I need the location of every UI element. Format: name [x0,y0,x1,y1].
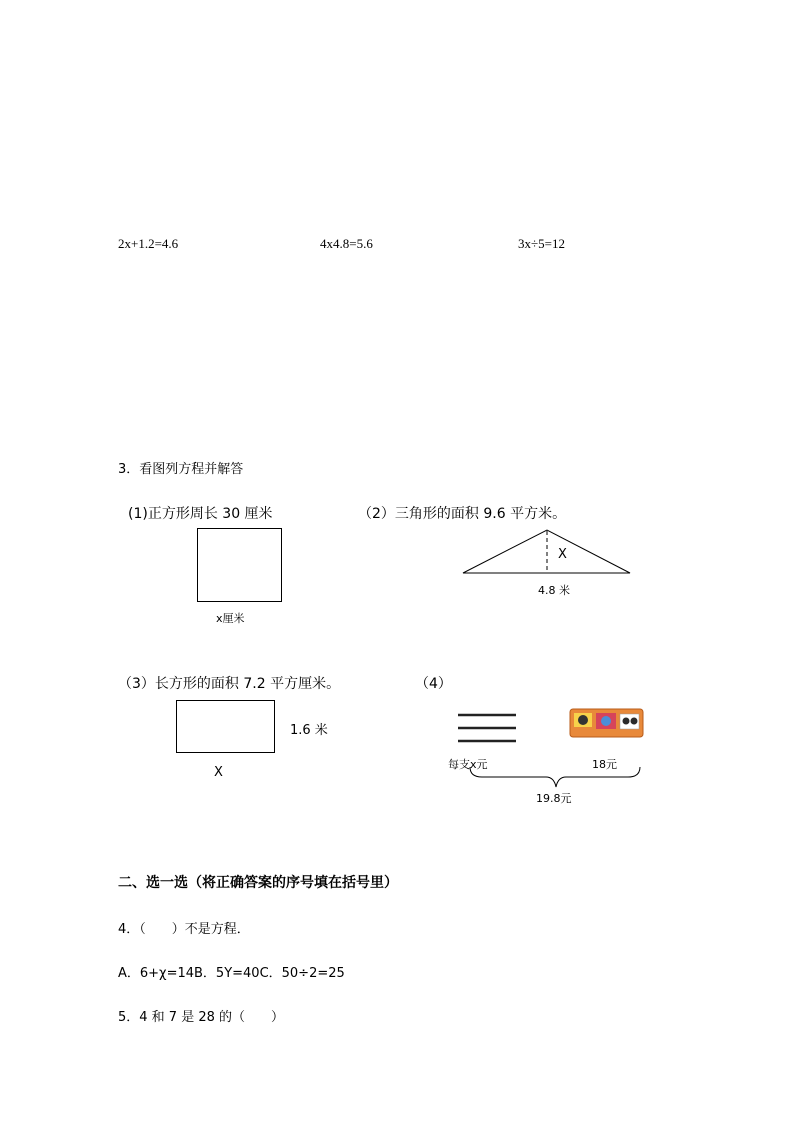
box-price-label: 18元 [592,758,617,771]
triangle-height-label: X [558,547,567,562]
equation-2: 4x4.8=5.6 [320,236,373,251]
question-4-options: A．6+χ=14B．5Y=40C．50÷2=25 [118,966,345,981]
equation-1: 2x+1.2=4.6 [118,236,179,251]
pens-icon [456,712,520,746]
rectangle-height-label: 1.6 米 [290,723,328,738]
fig1-caption: (1)正方形周长 30 厘米 [128,506,273,522]
pen-price-label: 每支x元 [448,758,488,771]
square-shape [197,528,282,602]
equation-3: 3x÷5=12 [518,236,565,251]
rectangle-shape [176,700,275,753]
fig2-caption: （2）三角形的面积 9.6 平方米。 [358,506,567,522]
fig4-caption: （4） [415,676,452,692]
square-side-label: x厘米 [216,612,245,625]
triangle-base-label: 4.8 米 [538,584,570,597]
question-5-stem: 5．4 和 7 是 28 的（ ） [118,1010,285,1025]
question-4-stem: 4．（ ）不是方程． [118,922,250,937]
triangle-diagram [460,528,635,578]
pencil-box-icon [569,707,644,739]
total-brace [468,765,643,789]
section-2-title: 二、选一选（将正确答案的序号填在括号里） [118,875,398,891]
rectangle-width-label: X [214,765,223,780]
fig3-caption: （3）长方形的面积 7.2 平方厘米。 [118,676,341,692]
question-3-title: 3．看图列方程并解答 [118,462,244,477]
total-price-label: 19.8元 [536,792,572,805]
